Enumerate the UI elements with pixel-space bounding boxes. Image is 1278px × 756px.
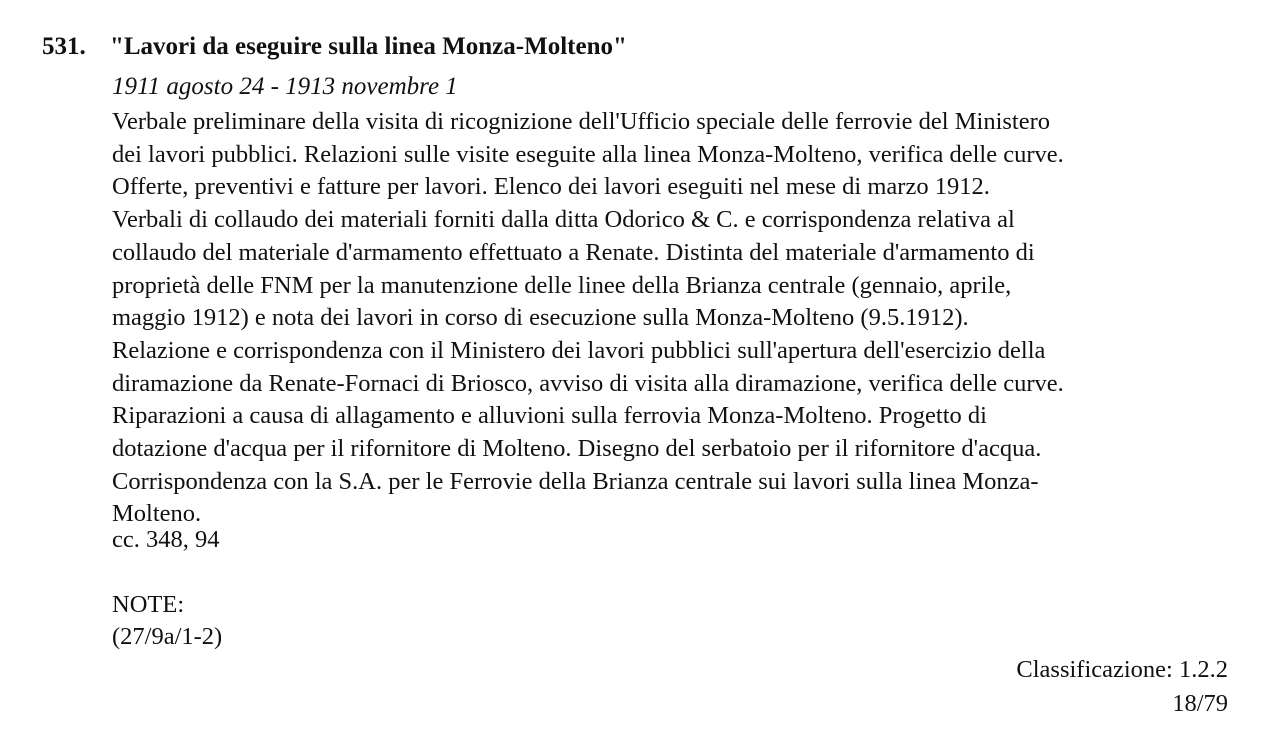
notes-value: (27/9a/1-2) xyxy=(112,623,223,650)
description-line: maggio 1912) e nota dei lavori in corso di esecuzione sulla Monza-Molteno (9.5.1912). xyxy=(112,304,969,332)
description-line: Offerte, preventivi e fatture per lavori. Elenco dei lavori eseguiti nel mese di marzo 1912. xyxy=(112,173,990,201)
entry-number: 531. xyxy=(42,33,86,60)
description-line: dotazione d'acqua per il rifornitore di Molteno. Disegno del serbatoio per il rifornitore d'acqua. xyxy=(112,435,1042,463)
entry-extent: cc. 348, 94 xyxy=(112,526,220,553)
classification: Classificazione: 1.2.2 xyxy=(1016,656,1228,683)
description-line: Relazione e corrispondenza con il Ministero dei lavori pubblici sull'apertura dell'esercizio della xyxy=(112,336,1046,364)
notes-label: NOTE: xyxy=(112,591,185,618)
description-line: Verbale preliminare della visita di ricognizione dell'Ufficio speciale delle ferrovie del Ministero xyxy=(112,108,1051,135)
description-line: diramazione da Renate-Fornaci di Briosco, avviso di visita alla diramazione, verifica delle curve. xyxy=(112,369,1064,397)
description-line: Riparazioni a causa di allagamento e alluvioni sulla ferrovia Monza-Molteno. Progetto di xyxy=(112,402,987,430)
page-reference: 18/79 xyxy=(1172,690,1228,717)
description-line: Corrispondenza con la S.A. per le Ferrovie della Brianza centrale sui lavori sulla linea Monza- xyxy=(112,467,1039,495)
description-line: collaudo del materiale d'armamento effettuato a Renate. Distinta del materiale d'armamento di xyxy=(112,238,1035,266)
entry-dates: 1911 agosto 24 - 1913 novembre 1 xyxy=(112,73,458,100)
entry-title: "Lavori da eseguire sulla linea Monza-Molteno" xyxy=(110,33,627,60)
description-line: dei lavori pubblici. Relazioni sulle visite eseguite alla linea Monza-Molteno, verifica delle curve. xyxy=(112,140,1064,168)
entry-description xyxy=(112,106,1232,531)
description-line: Molteno. xyxy=(112,500,202,528)
description-line: Verbali di collaudo dei materiali forniti dalla ditta Odorico & C. e corrispondenza relativa al xyxy=(112,206,1015,234)
description-line: proprietà delle FNM per la manutenzione delle linee della Brianza centrale (gennaio, aprile, xyxy=(112,271,1012,299)
